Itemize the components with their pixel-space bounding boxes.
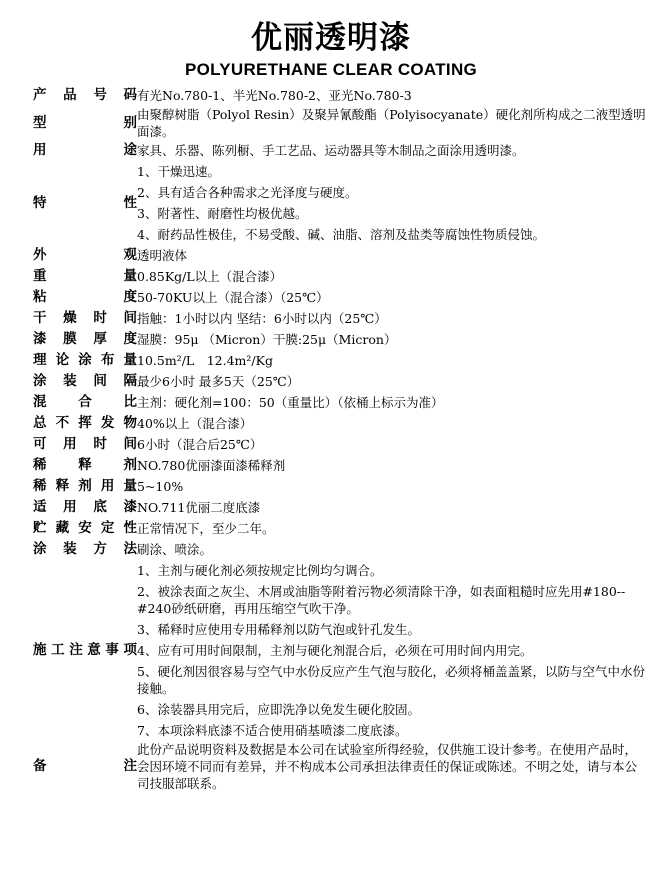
spec-value: 50-70KU以上（混合漆）（25℃）	[137, 290, 329, 305]
spec-value: NO.780优丽漆面漆稀释剂	[137, 458, 286, 473]
list-item: 4、耐药品性极佳，不易受酸、碱、油脂、溶剂及盐类等腐蚀性物质侵蚀。	[137, 227, 545, 242]
spec-row	[33, 413, 648, 434]
spec-label-text: 稀 释 剂	[33, 457, 137, 473]
spec-value: 家具、乐器、陈列橱、手工艺品、运动器具等木制品之面涂用透明漆。	[137, 143, 525, 158]
spec-row	[33, 308, 648, 329]
spec-label	[33, 741, 137, 792]
spec-label	[33, 161, 137, 245]
spec-row	[33, 266, 648, 287]
spec-label-text: 施 工 注 意 事 项	[33, 642, 137, 658]
spec-value: 6小时（混合后25℃）	[137, 437, 263, 452]
list-item: 3、附著性、耐磨性均极优越。	[137, 206, 308, 221]
spec-row	[33, 350, 648, 371]
spec-label	[33, 106, 137, 140]
spec-value: 有光No.780-1、半光No.780-2、亚光No.780-3	[137, 88, 412, 103]
spec-label-text: 外 观	[33, 247, 137, 263]
spec-value: 5~10%	[137, 479, 184, 494]
spec-row	[33, 392, 648, 413]
spec-label	[33, 329, 137, 350]
list-item: 7、本项涂料底漆不适合使用硝基喷漆二度底漆。	[137, 723, 408, 738]
spec-label	[33, 308, 137, 329]
spec-value: 10.5m²/L 12.4m²/Kg	[137, 353, 273, 368]
spec-label	[33, 434, 137, 455]
spec-value: 由聚醇树脂（Polyol Resin）及聚异氰酸酯（Polyisocyanate）硬化剂所构成之二液型透明面漆。	[137, 107, 646, 139]
spec-label-text: 可 用 时 间	[33, 436, 137, 452]
spec-label	[33, 287, 137, 308]
spec-label	[33, 371, 137, 392]
spec-label-text: 用 途	[33, 142, 137, 158]
list-item: 2、具有适合各种需求之光泽度与硬度。	[137, 185, 358, 200]
spec-row	[33, 434, 648, 455]
document-subtitle: POLYURETHANE CLEAR COATING	[184, 60, 478, 79]
spec-row	[33, 106, 648, 140]
spec-value: NO.711优丽二度底漆	[137, 500, 261, 515]
spec-label-text: 产 品 号 码	[33, 87, 137, 103]
spec-label	[33, 413, 137, 434]
spec-value: 主剂：硬化剂=100：50（重量比）（依桶上标示为准）	[137, 395, 444, 410]
spec-label-text: 特 性	[33, 194, 137, 211]
spec-label	[33, 539, 137, 560]
list-item: 5、硬化剂因很容易与空气中水份反应产生气泡与胶化，必须将桶盖盖紧，以防与空气中水份接触。	[137, 664, 645, 696]
spec-label-text: 涂 装 间 隔	[33, 373, 137, 389]
spec-row	[33, 287, 648, 308]
spec-label	[33, 455, 137, 476]
spec-value: 此份产品说明资料及数据是本公司在试验室所得经验，仅供施工设计参考。在使用产品时，会因环境不同而有差异，并不构成本公司承担法律责任的保证或陈述。不明之处，请与本公司技服部联系。	[137, 742, 638, 791]
spec-value: 0.85Kg/L以上（混合漆）	[137, 269, 283, 284]
spec-row	[33, 476, 648, 497]
spec-label-text: 稀 释 剂 用 量	[33, 478, 137, 494]
spec-label	[33, 85, 137, 106]
spec-value: 正常情况下，至少二年。	[137, 521, 275, 536]
spec-value	[137, 560, 648, 741]
spec-label-text: 备 注	[33, 758, 137, 774]
spec-row	[33, 329, 648, 350]
spec-row	[33, 518, 648, 539]
spec-row	[33, 85, 648, 106]
list-item: 1、干燥迅速。	[137, 164, 220, 179]
spec-label-text: 贮 藏 安 定 性	[33, 520, 137, 536]
spec-label-text: 理 论 涂 布 量	[33, 352, 137, 368]
spec-label-text: 重 量	[33, 268, 137, 284]
spec-label-text: 粘 度	[33, 289, 137, 305]
list-item: 1、主剂与硬化剂必须按规定比例均匀调合。	[137, 563, 383, 578]
spec-value: 指触：1小时以内 坚结：6小时以内（25℃）	[137, 311, 387, 326]
spec-label	[33, 518, 137, 539]
spec-value: 40%以上（混合漆）	[137, 416, 253, 431]
spec-label	[33, 245, 137, 266]
spec-label	[33, 476, 137, 497]
spec-label	[33, 266, 137, 287]
spec-label-text: 总 不 挥 发 物	[33, 415, 137, 431]
spec-value	[137, 161, 648, 245]
spec-label-text: 混 合 比	[33, 394, 137, 410]
spec-row	[33, 245, 648, 266]
list-item: 2、被涂表面之灰尘、木屑或油脂等附着污物必须清除干净，如表面粗糙时应先用#180--#240砂纸研磨，再用压缩空气吹干净。	[137, 584, 626, 616]
spec-label-text: 涂 装 方 法	[33, 541, 137, 557]
spec-label-text: 型 别	[33, 114, 137, 131]
spec-row	[33, 161, 648, 245]
spec-label-text: 干 燥 时 间	[33, 310, 137, 326]
spec-value: 最少6小时 最多5天（25℃）	[137, 374, 300, 389]
spec-label	[33, 392, 137, 413]
spec-row	[33, 741, 648, 792]
spec-value: 透明液体	[137, 248, 188, 263]
spec-label	[33, 350, 137, 371]
spec-row	[33, 455, 648, 476]
spec-table	[33, 85, 648, 792]
spec-value: 湿膜：95μ （Micron）干膜:25μ（Micron）	[137, 332, 397, 347]
spec-label	[33, 140, 137, 161]
list-item: 6、涂装器具用完后，应即洗净以免发生硬化胶固。	[137, 702, 420, 717]
spec-value: 刷涂、喷涂。	[137, 542, 213, 557]
spec-label-text: 适 用 底 漆	[33, 499, 137, 515]
spec-row	[33, 560, 648, 741]
list-item: 3、稀释时应使用专用稀释剂以防气泡或针孔发生。	[137, 622, 420, 637]
spec-row	[33, 371, 648, 392]
spec-row	[33, 140, 648, 161]
spec-label	[33, 560, 137, 741]
spec-row	[33, 539, 648, 560]
spec-row	[33, 497, 648, 518]
document-title: 优丽透明漆	[251, 20, 411, 56]
spec-label-text: 漆 膜 厚 度	[33, 331, 137, 347]
spec-label	[33, 497, 137, 518]
list-item: 4、应有可用时间限制，主剂与硬化剂混合后，必须在可用时间内用完。	[137, 643, 533, 658]
